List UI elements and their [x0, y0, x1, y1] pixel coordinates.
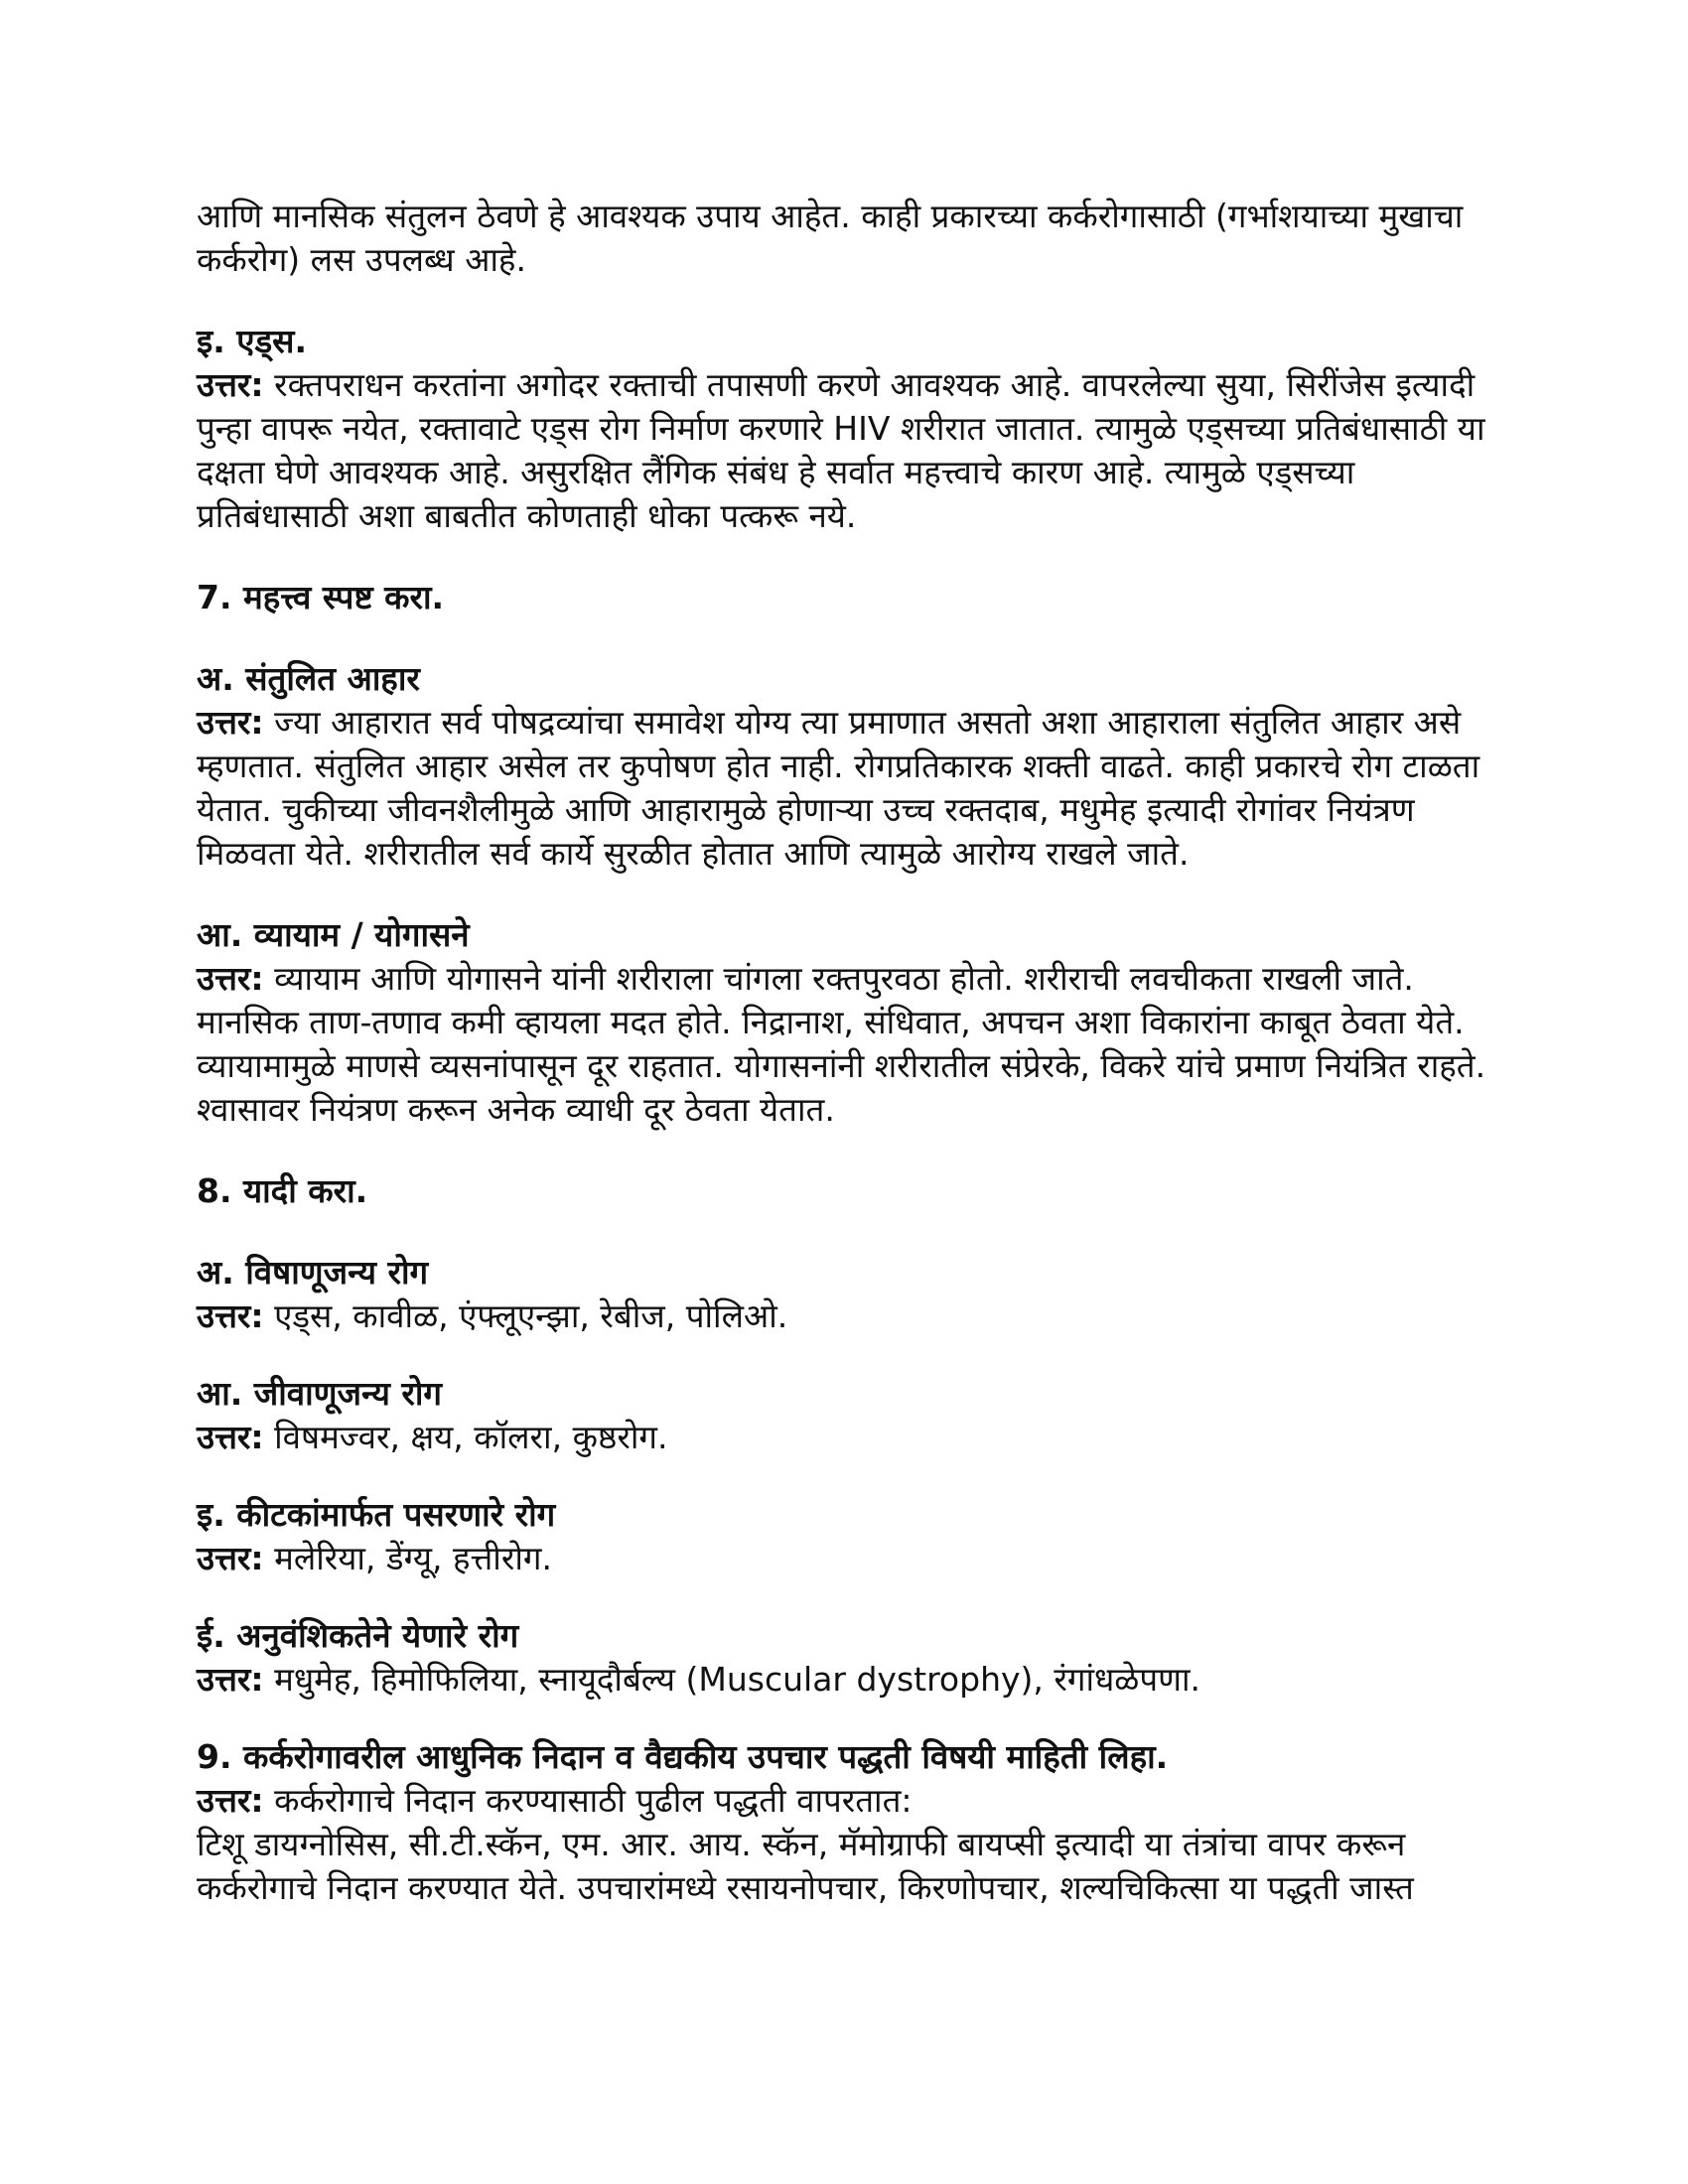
answer-label: उत्तर: — [197, 1660, 264, 1699]
continuation-paragraph: आणि मानसिक संतुलन ठेवणे हे आवश्यक उपाय आहेत. काही प्रकारच्या कर्करोगासाठी (गर्भाशयाच्या मुखाचा कर्करोग) लस उपलब्ध आहे. — [197, 197, 1464, 279]
q7b-title: आ. व्यायाम / योगासने — [197, 915, 470, 954]
q7b-answer — [197, 957, 1487, 1132]
q8d-answer-text: मधुमेह, हिमोफिलिया, स्नायूदौर्बल्य (Muscular dystrophy), रंगांधळेपणा. — [274, 1660, 1201, 1699]
answer-label: उत्तर: — [197, 365, 264, 404]
q7a-answer-text: ज्या आहारात सर्व पोषद्रव्यांचा समावेश योग्य त्या प्रमाणात असतो अशा आहाराला संतुलित आहार असे म्हणतात. संतुलित आहार असेल तर कुपोषण होत नाही. रोगप्रतिकारक शक्ती वाढते. काही प्रकारचे रोग टाळता येतात. चुकीच्या जीवनशैलीमुळे आणि आहारामुळे होणाऱ्या उच्च रक्तदाब, मधुमेह इत्यादी रोगांवर नियंत्रण मिळवता येते. शरीरातील सर्व कार्ये सुरळीत होतात आणि त्यामुळे आरोग्य राखले जाते. — [197, 703, 1480, 873]
q7-title: 7. महत्त्व स्पष्ट करा. — [197, 578, 445, 616]
answer-label: उत्तर: — [197, 1781, 264, 1820]
q8-title: 8. यादी करा. — [197, 1171, 368, 1210]
q8a-title: अ. विषाणूजन्य रोग — [197, 1253, 429, 1292]
q8c-title: इ. कीटकांमार्फत पसरणारे रोग — [197, 1495, 556, 1534]
answer-label: उत्तर: — [197, 703, 264, 742]
q8a-answer — [197, 1295, 1487, 1338]
q7b-answer-text: व्यायाम आणि योगासने यांनी शरीराला चांगला रक्तपुरवठा होतो. शरीराची लवचीकता राखली जाते. मानसिक ताण-तणाव कमी व्हायला मदत होते. निद्रानाश, संधिवात, अपचन अशा विकारांना काबूत ठेवता येते. व्यायामामुळे माणसे व्यसनांपासून दूर राहतात. योगासनांनी शरीरातील संप्रेरके, विकरे यांचे प्रमाण नियंत्रित राहते. श्वासावर नियंत्रण करून अनेक व्याधी दूर ठेवता येतात. — [197, 959, 1486, 1129]
aids-answer — [197, 363, 1487, 538]
aids-answer-text: रक्तपराधन करतांना अगोदर रक्ताची तपासणी करणे आवश्यक आहे. वापरलेल्या सुया, सिरींजेस इत्यादी पुन्हा वापरू नयेत, रक्तावाटे एड्स रोग निर्माण करणारे HIV शरीरात जातात. त्यामुळे एड्सच्या प्रतिबंधासाठी या दक्षता घेणे आवश्यक आहे. असुरक्षित लैंगिक संबंध हे सर्वात महत्त्वाचे कारण आहे. त्यामुळे एड्सच्या प्रतिबंधासाठी अशा बाबतीत कोणताही धोका पत्करू नये. — [197, 365, 1485, 535]
q8c-answer — [197, 1537, 1487, 1580]
q8b-answer — [197, 1416, 1487, 1459]
q7a-title: अ. संतुलित आहार — [197, 659, 420, 698]
q8b-title: आ. जीवाणूजन्य रोग — [197, 1374, 443, 1413]
q9-answer-intro — [197, 1779, 1487, 1823]
q9-title: 9. कर्करोगावरील आधुनिक निदान व वैद्यकीय उपचार पद्धती विषयी माहिती लिहा. — [197, 1737, 1169, 1776]
q8b-answer-text: विषमज्वर, क्षय, कॉलरा, कुष्ठरोग. — [274, 1418, 668, 1456]
q7a-answer — [197, 701, 1487, 876]
answer-label: उत्तर: — [197, 1297, 264, 1335]
q9-answer-body: टिशू डायग्नोसिस, सी.टी.स्कॅन, एम. आर. आय. स्कॅन, मॅमोग्राफी बायप्सी इत्यादी या तंत्रांचा वापर करून कर्करोगाचे निदान करण्यात येते. उपचारांमध्ये रसायनोपचार, किरणोपचार, शल्यचिकित्सा या पद्धती जास्त — [197, 1825, 1414, 1907]
q8d-answer — [197, 1658, 1487, 1702]
answer-label: उत्तर: — [197, 1418, 264, 1456]
answer-label: उत्तर: — [197, 1539, 264, 1577]
answer-label: उत्तर: — [197, 959, 264, 998]
q8a-answer-text: एड्स, कावीळ, एंफ्लूएन्झा, रेबीज, पोलिओ. — [274, 1297, 788, 1335]
document-page — [197, 195, 1487, 1910]
q8c-answer-text: मलेरिया, डेंग्यू, हत्तीरोग. — [274, 1539, 552, 1577]
aids-title: इ. एड्स. — [197, 322, 307, 360]
q9-answer-intro-text: कर्करोगाचे निदान करण्यासाठी पुढील पद्धती वापरतात: — [274, 1781, 913, 1820]
q8d-title: ई. अनुवंशिकतेने येणारे रोग — [197, 1616, 519, 1655]
